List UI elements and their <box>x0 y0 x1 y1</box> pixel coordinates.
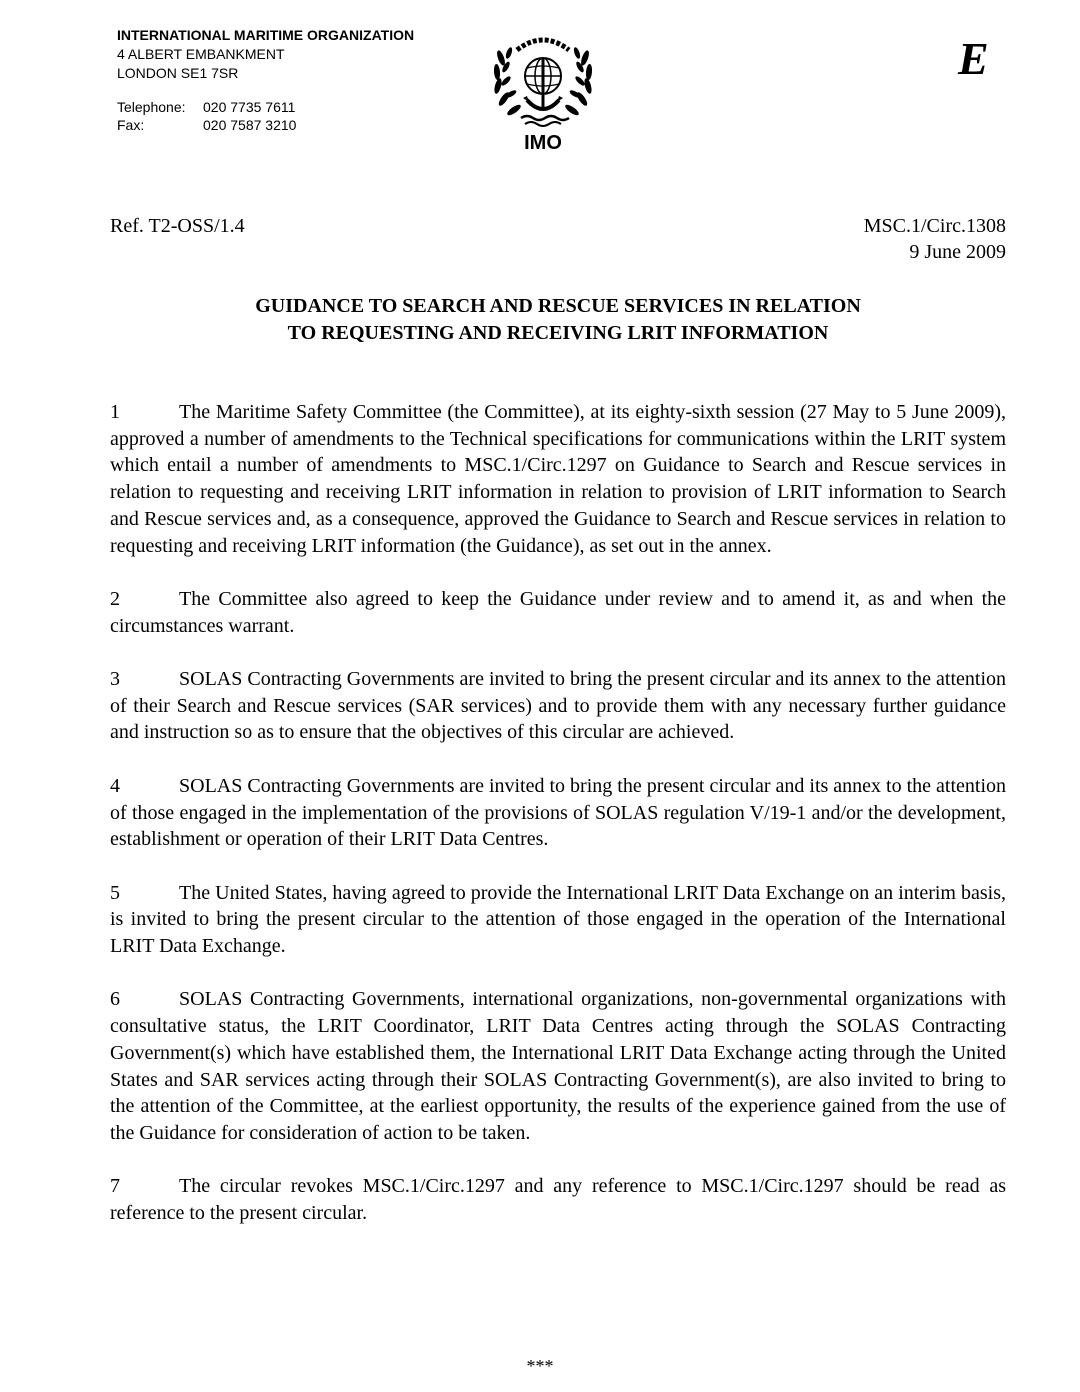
telephone-label: Telephone: <box>117 99 186 115</box>
contact-info <box>117 98 296 134</box>
circular-reference <box>864 213 1006 265</box>
document-body <box>110 399 1006 1253</box>
paragraph-text: The circular revokes MSC.1/Circ.1297 and any reference to MSC.1/Circ.1297 should be read as reference to the present circular. <box>110 1175 1006 1224</box>
organization-address <box>117 26 414 83</box>
paragraph-number: 3 <box>110 668 120 690</box>
imo-emblem-icon <box>487 28 599 128</box>
paragraph-number: 4 <box>110 774 120 797</box>
fax-row <box>117 116 296 134</box>
language-code: E <box>958 33 989 84</box>
telephone-value: 020 7735 7611 <box>203 99 296 115</box>
paragraph-7 <box>110 1173 1006 1226</box>
paragraph-text: SOLAS Contracting Governments are invited to bring the present circular and its annex to the attention of those engaged in the implementation of the provisions of SOLAS regulation V/19-1 and/or the development, establishment or operation of their LRIT Data Centres. <box>110 774 1007 851</box>
paragraph-text: The Maritime Safety Committee (the Committee), at its eighty-sixth session (27 May to 5 June 2009), approved a number of amendments to the Technical specifications for communications within the LRIT system which entail a number of amendments to MSC.1/Circ.1297 on Guidance to Search and Rescue services in relation to requesting and receiving LRIT information in relation to provision of LRIT information to Search and Rescue services and, as a consequence, approved the Guidance to Search and Rescue services in relation to requesting and receiving LRIT information (the Guidance), as set out in the annex. <box>110 401 1006 557</box>
document-title <box>110 293 1006 347</box>
paragraph-text: The Committee also agreed to keep the Guidance under review and to amend it, as and when the circumstances warrant. <box>110 587 1006 637</box>
reference-number: Ref. T2-OSS/1.4 <box>110 215 245 237</box>
laurel-right-icon <box>564 47 593 118</box>
paragraph-number: 2 <box>110 587 120 610</box>
paragraph-5 <box>110 880 1006 960</box>
imo-logo-text: IMO <box>524 132 562 154</box>
paragraph-2 <box>110 586 1006 639</box>
paragraph-4 <box>110 773 1006 853</box>
fax-value: 020 7587 3210 <box>203 117 297 133</box>
paragraph-1 <box>110 399 1006 559</box>
title-line-2: TO REQUESTING AND RECEIVING LRIT INFORMATION <box>287 322 829 344</box>
fax-label: Fax: <box>117 117 145 133</box>
circular-date: 9 June 2009 <box>909 241 1006 263</box>
organization-name: INTERNATIONAL MARITIME ORGANIZATION <box>117 27 415 43</box>
paragraph-number: 6 <box>110 988 120 1011</box>
telephone-row <box>117 98 296 116</box>
paragraph-text: The United States, having agreed to provide the International LRIT Data Exchange on an interim basis, is invited to bring the present circular to the attention of those engaged in the operation of the International LRIT Data Exchange. <box>110 881 1006 957</box>
laurel-left-icon <box>493 47 522 118</box>
paragraph-6 <box>110 986 1006 1146</box>
end-separator: *** <box>526 1356 554 1376</box>
paragraph-number: 5 <box>110 881 120 904</box>
paragraph-number: 1 <box>110 401 120 423</box>
paragraph-text: SOLAS Contracting Governments, international organizations, non-governmental organizations with consultative status, the LRIT Coordinator, LRIT Data Centres acting through the SOLAS Contracting Government(s) which have established them, the International LRIT Data Exchange acting through the United States and SAR services acting through their SOLAS Contracting Government(s), are also invited to bring to the attention of the Committee, at the earliest opportunity, the results of the experience gained from the use of the Guidance for consideration of action to be taken. <box>110 988 1006 1144</box>
paragraph-3 <box>110 666 1006 746</box>
paragraph-number: 7 <box>110 1175 120 1198</box>
address-line-2: LONDON SE1 7SR <box>117 65 239 81</box>
title-line-1: GUIDANCE TO SEARCH AND RESCUE SERVICES IN RELATION <box>255 295 861 317</box>
paragraph-text: SOLAS Contracting Governments are invited to bring the present circular and its annex to the attention of their Search and Rescue services (SAR services) and to provide them with any necessary further guidance and instruction so as to ensure that the objectives of this circular are achieved. <box>110 668 1007 744</box>
address-line-1: 4 ALBERT EMBANKMENT <box>117 46 285 62</box>
circular-number: MSC.1/Circ.1308 <box>863 215 1006 237</box>
